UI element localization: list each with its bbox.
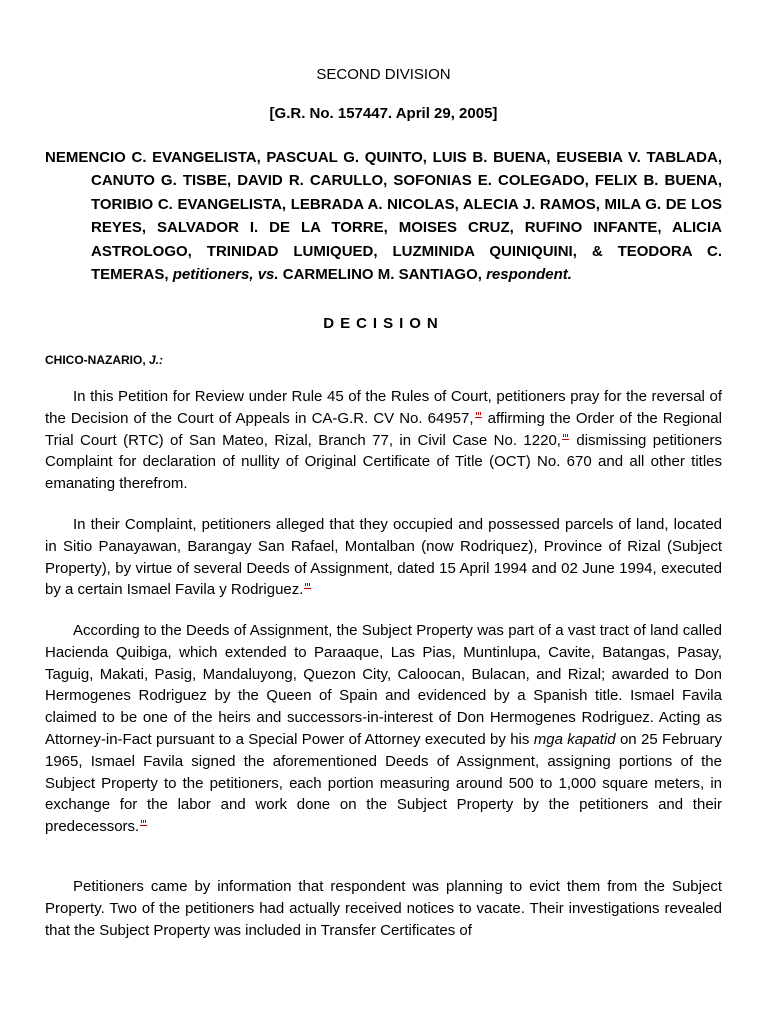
decision-heading: DECISION — [323, 315, 444, 332]
case-number: [G.R. No. 157447. April 29, 2005] — [269, 105, 498, 122]
paragraph-3-text-a: According to the Deeds of Assignment, the Subject Property was part of a vast tract of land called Hacienda Quibiga, which extended to Paraaque, Las Pias, Muntinlupa, Cavite, Batangas, Pasay, Taguig, Makati, Pasig, Mandaluyong, Quezon City, Caloocan, Bulacan, and Rizal; awarded to Don Hermogenes Rodriguez by the Queen of Spain and evidenced by a Spanish title. Ismael Favila claimed to be one of the heirs and successors-in-interest of Don Hermogenes Rodriguez. Acting as Attorney-in-Fact pursuant to a Special Power of Attorney executed by his — [45, 622, 722, 748]
paragraph-3-italic-term: mga kapatid — [533, 730, 616, 748]
paragraph-2 — [45, 514, 722, 601]
paragraph-1-text-c: dismissing petitioners Complaint for declaration of nullity of Original Certificate of Title (OCT) No. 670 and all other titles emanating therefrom. — [45, 431, 723, 493]
respondent-name: CARMELINO M. SANTIAGO, — [282, 266, 482, 284]
paragraph-1-text-b: affirming the Order of the Regional Trial Court (RTC) of San Mateo, Rizal, Branch 77, in Civil Case No. 1220, — [45, 409, 722, 449]
footnote-2-link[interactable] — [562, 434, 569, 440]
versus-label: vs. — [257, 266, 279, 284]
paragraph-3 — [45, 620, 722, 838]
paragraph-4-text: Petitioners came by information that respondent was planning to evict them from the Subject Property. Two of the petitioners had actually received notices to vacate. Their investigations revealed that the Subject Property was included in Transfer Certificates of — [45, 878, 722, 939]
paragraph-2-text: In their Complaint, petitioners alleged that they occupied and possessed parcels of land, located in Sitio Panayawan, Barangay San Rafael, Montalban (now Rodriquez), Province of Rizal (Subject Property), by virtue of several Deeds of Assignment, dated 15 April 1994 and 02 June 1994, executed by a certain Ismael Favila y Rodriguez. — [45, 516, 722, 599]
division-heading: SECOND DIVISION — [316, 66, 451, 83]
respondent-label: respondent. — [486, 266, 572, 284]
footnote-3-link[interactable] — [304, 583, 311, 589]
ponente — [45, 352, 163, 368]
paragraph-4 — [45, 876, 722, 941]
ponente-title: J.: — [149, 353, 164, 367]
paragraph-3-text-b: on 25 February 1965, Ismael Favila signed the aforementioned Deeds of Assignment, assigning portions of the Subject Property to the petitioners, each portion measuring around 500 to 1,000 square meters, in exchange for the labor and work done on the Subject Property by the petitioners and their predecessors. — [45, 730, 723, 836]
ponente-name: CHICO-NAZARIO, — [45, 353, 146, 367]
footnote-1-link[interactable] — [475, 412, 482, 418]
paragraph-1 — [45, 386, 722, 495]
footnote-4-link[interactable] — [140, 820, 147, 826]
parties-caption — [45, 146, 722, 286]
paragraph-1-text-a: In this Petition for Review under Rule 45 of the Rules of Court, petitioners pray for the reversal of the Decision of the Court of Appeals in CA-G.R. CV No. 64957, — [45, 388, 722, 427]
petitioners-label: petitioners, — [172, 266, 254, 284]
petitioners-names: NEMENCIO C. EVANGELISTA, PASCUAL G. QUINTO, LUIS B. BUENA, EUSEBIA V. TABLADA, CANUTO G. TISBE, DAVID R. CARULLO, SOFONIAS E. COLEGADO, FELIX B. BUENA, TORIBIO C. EVANGELISTA, LEBRADA A. NICOLAS, ALECIA J. RAMOS, MILA G. DE LOS REYES, SALVADOR I. DE LA TORRE, MOISES CRUZ, RUFINO INFANTE, ALICIA ASTROLOGO, TRINIDAD LUMIQUED, LUZMINIDA QUINIQUINI, & TEODORA C. TEMERAS, — [45, 149, 722, 284]
